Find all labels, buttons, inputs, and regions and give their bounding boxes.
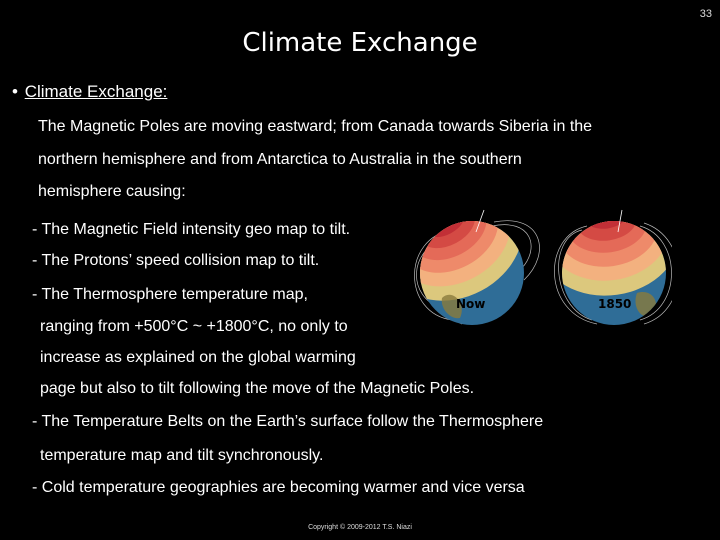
slide-number: 33 — [699, 8, 712, 20]
paragraph-line-2: northern hemisphere and from Antarctica to Australia in the southern — [38, 151, 522, 168]
paragraph-line-1: The Magnetic Poles are moving eastward; from Canada towards Siberia in the — [38, 118, 593, 135]
list-item-protons: - The Protons’ speed collision map to tilt. — [32, 252, 320, 269]
paragraph-line-3: hemisphere causing: — [38, 183, 186, 200]
slide-title: Climate Exchange — [242, 28, 478, 58]
list-item-thermosphere: - The Thermosphere temperature map, — [32, 286, 308, 303]
bullet-label: Climate Exchange: — [24, 82, 168, 101]
bullet-marker: • — [12, 82, 18, 101]
list-item-magnetic-field: - The Magnetic Field intensity geo map to tilt. — [32, 221, 351, 238]
globe-1850-label: 1850 — [598, 297, 632, 311]
list-item-temperature-belts: - The Temperature Belts on the Earth’s surface follow the Thermosphere — [32, 413, 544, 430]
list-item-thermosphere-cont-1: ranging from +500°C ~ +1800°C, no only to — [40, 318, 348, 335]
main-bullet — [12, 82, 167, 102]
globe-now — [412, 208, 543, 325]
list-item-thermosphere-cont-2: increase as explained on the global warming — [40, 349, 356, 366]
copyright-footer: Copyright © 2009-2012 T.S. Niazi — [308, 524, 412, 531]
earth-thermosphere-figure — [412, 208, 672, 336]
list-item-thermosphere-cont-3: page but also to tilt following the move of the Magnetic Poles. — [40, 380, 475, 397]
globe-1850 — [532, 208, 672, 325]
list-item-temperature-belts-cont: temperature map and tilt synchronously. — [40, 447, 324, 464]
list-item-cold-geographies: - Cold temperature geographies are becoming warmer and vice versa — [32, 479, 525, 496]
globe-now-label: Now — [456, 297, 486, 311]
